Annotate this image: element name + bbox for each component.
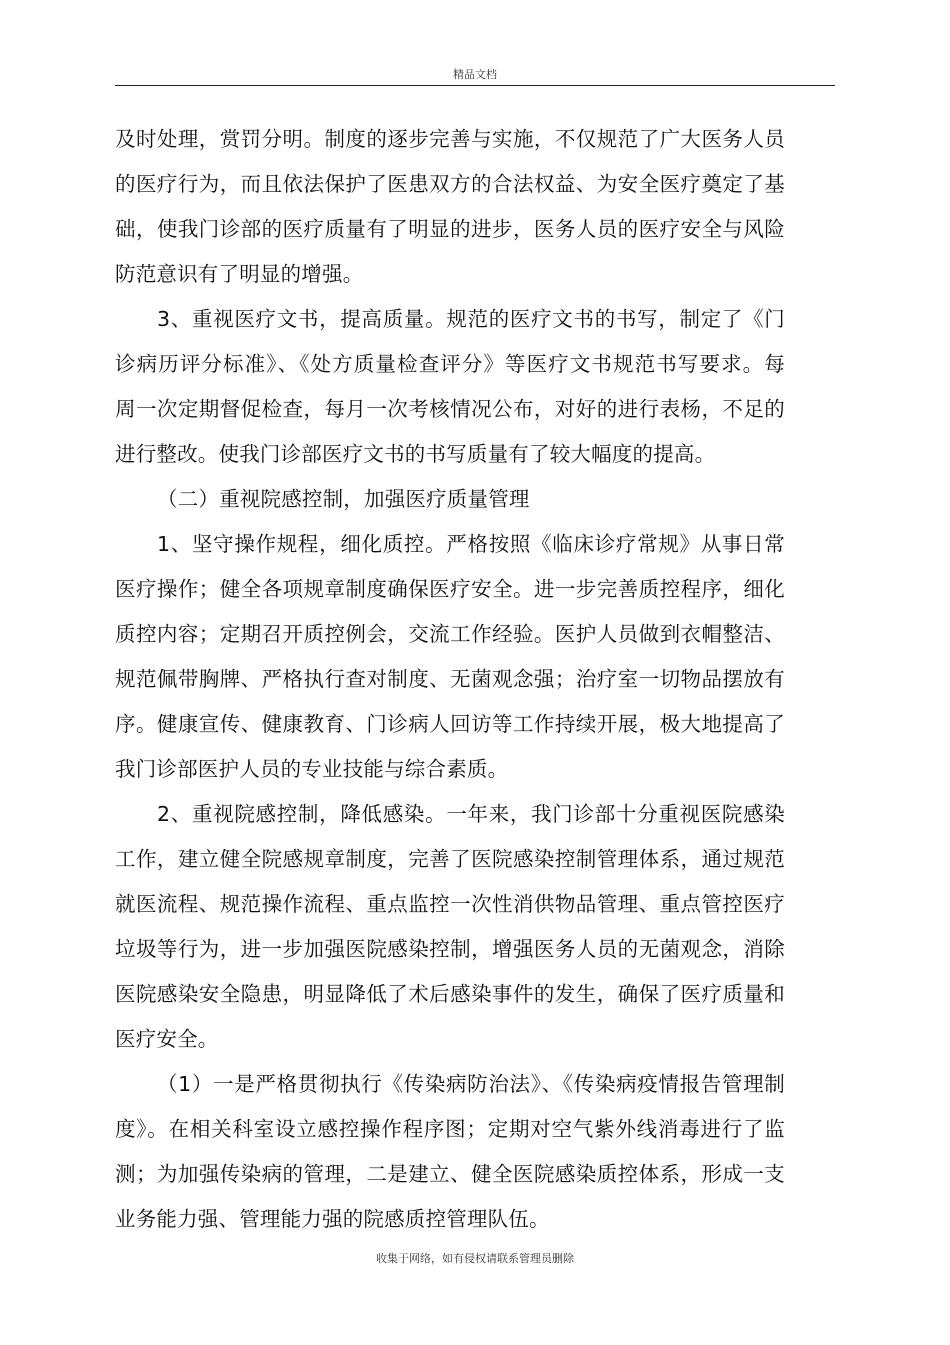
paragraph-start-line: （1）一是严格贯彻执行《传染病防治法》、《传染病疫情报告管理制 bbox=[157, 1072, 785, 1096]
text-line: 度》。在相关科室设立感控操作程序图；定期对空气紫外线消毒进行了监 bbox=[115, 1117, 785, 1141]
text-line: 就医流程、规范操作流程、重点监控一次性消供物品管理、重点管控医疗 bbox=[115, 892, 785, 916]
text-line: 序。健康宣传、健康教育、门诊病人回访等工作持续开展，极大地提高了 bbox=[115, 712, 785, 736]
text-line: 垃圾等行为，进一步加强医院感染控制，增强医务人员的无菌观念，消除 bbox=[115, 937, 785, 961]
text-line: 工作，建立健全院感规章制度，完善了医院感染控制管理体系，通过规范 bbox=[115, 847, 785, 871]
text-line: 我门诊部医护人员的专业技能与综合素质。 bbox=[115, 757, 509, 781]
text-line: 的医疗行为，而且依法保护了医患双方的合法权益、为安全医疗奠定了基 bbox=[115, 172, 785, 196]
document-body bbox=[115, 117, 785, 1242]
section-heading: （二）重视院感控制，加强医疗质量管理 bbox=[157, 487, 530, 511]
text-line: 质控内容；定期召开质控例会，交流工作经验。医护人员做到衣帽整洁、 bbox=[115, 622, 785, 646]
text-line: 诊病历评分标准》、《处方质量检查评分》等医疗文书规范书写要求。每 bbox=[115, 352, 785, 376]
text-line: 周一次定期督促检查，每月一次考核情况公布，对好的进行表杨，不足的 bbox=[115, 397, 785, 421]
text-line: 及时处理，赏罚分明。制度的逐步完善与实施，不仅规范了广大医务人员 bbox=[115, 127, 785, 151]
page-header: 精品文档 bbox=[453, 68, 497, 81]
text-line: 业务能力强、管理能力强的院感质控管理队伍。 bbox=[115, 1207, 550, 1231]
paragraph-start-line: 1、坚守操作规程，细化质控。严格按照《临床诊疗常规》从事日常 bbox=[157, 532, 785, 556]
header-divider bbox=[115, 85, 835, 86]
text-line: 医院感染安全隐患，明显降低了术后感染事件的发生，确保了医疗质量和 bbox=[115, 982, 785, 1006]
text-line: 规范佩带胸牌、严格执行查对制度、无菌观念强；治疗室一切物品摆放有 bbox=[115, 667, 785, 691]
paragraph-start-line: 2、重视院感控制，降低感染。一年来，我门诊部十分重视医院感染 bbox=[157, 802, 785, 826]
text-line: 医疗操作；健全各项规章制度确保医疗安全。进一步完善质控程序，细化 bbox=[115, 577, 785, 601]
text-line: 础，使我门诊部的医疗质量有了明显的进步，医务人员的医疗安全与风险 bbox=[115, 217, 785, 241]
text-line: 医疗安全。 bbox=[115, 1027, 219, 1051]
text-line: 测；为加强传染病的管理，二是建立、健全医院感染质控体系，形成一支 bbox=[115, 1162, 785, 1186]
text-line: 防范意识有了明显的增强。 bbox=[115, 262, 364, 286]
page-footer: 收集于网络，如有侵权请联系管理员删除 bbox=[376, 1252, 574, 1265]
paragraph-start-line: 3、重视医疗文书，提高质量。规范的医疗文书的书写，制定了《门 bbox=[157, 307, 785, 331]
text-line: 进行整改。使我门诊部医疗文书的书写质量有了较大幅度的提高。 bbox=[115, 442, 716, 466]
